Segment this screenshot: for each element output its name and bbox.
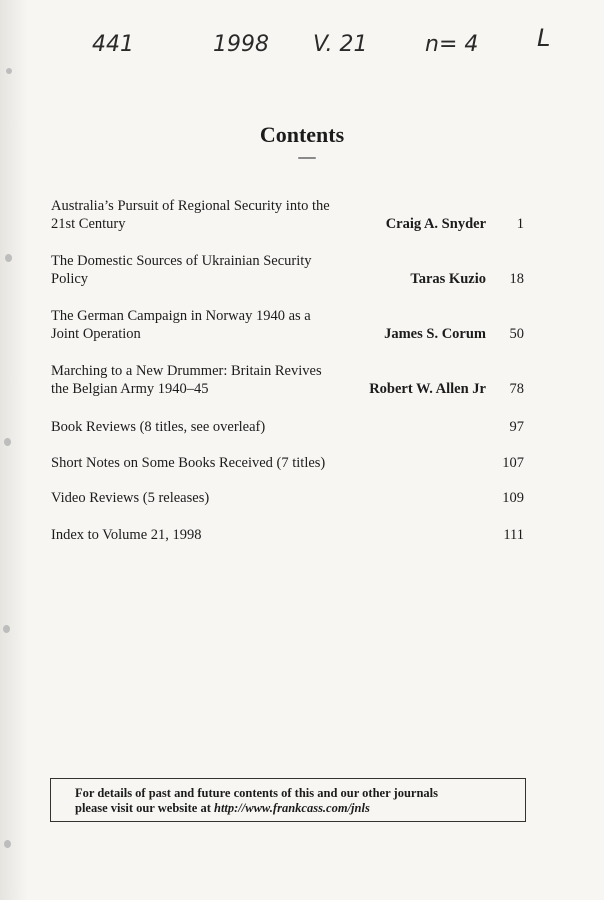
scan-smudge xyxy=(4,840,11,848)
annotation-year: 1998 xyxy=(213,32,269,57)
notice-line xyxy=(75,801,525,816)
toc-entry-title: Book Reviews (8 titles, see overleaf) xyxy=(51,419,266,435)
toc-entry[interactable] xyxy=(51,307,524,343)
table-of-contents xyxy=(51,197,524,544)
toc-entry[interactable] xyxy=(51,454,524,472)
toc-entry-title: Australia’s Pursuit of Regional Security into the 21st Century xyxy=(51,198,330,232)
notice-prefix: please visit our website at xyxy=(75,801,214,815)
toc-entry[interactable] xyxy=(51,362,524,398)
page-title: Contents xyxy=(259,122,345,147)
toc-entry-title: The German Campaign in Norway 1940 as a Joint Operation xyxy=(51,308,311,342)
toc-entry[interactable] xyxy=(51,418,524,436)
toc-entry-title: Video Reviews (5 releases) xyxy=(51,490,210,506)
toc-entry-author: Craig A. Snyder xyxy=(385,216,486,232)
website-notice-box xyxy=(50,778,526,822)
toc-entry-author: James S. Corum xyxy=(384,326,486,342)
toc-entry-page: 78 xyxy=(509,381,524,397)
scan-smudge xyxy=(5,254,12,262)
toc-entry-title: The Domestic Sources of Ukrainian Security Policy xyxy=(51,253,312,287)
toc-entry-title: Short Notes on Some Books Received (7 titles) xyxy=(51,455,326,471)
annotation-issue: n= 4 xyxy=(425,32,479,57)
toc-entry-author: Robert W. Allen Jr xyxy=(369,381,486,397)
toc-entry-page: 50 xyxy=(509,326,524,342)
title-ornament xyxy=(298,157,316,159)
website-link[interactable]: http://www.frankcass.com/jnls xyxy=(214,801,370,815)
scan-smudge xyxy=(3,625,10,633)
annotation-volume: V. 21 xyxy=(313,32,368,57)
handwritten-annotation xyxy=(0,22,604,62)
toc-entry[interactable] xyxy=(51,252,524,288)
toc-entry[interactable] xyxy=(51,489,524,507)
toc-entry[interactable] xyxy=(51,526,524,544)
call-number: 441 xyxy=(92,32,134,57)
toc-entry-author: Taras Kuzio xyxy=(410,271,486,287)
toc-entry-page: 109 xyxy=(502,490,524,506)
toc-entry-page: 107 xyxy=(502,455,524,471)
toc-entry-page: 97 xyxy=(509,419,524,435)
toc-entry-page: 1 xyxy=(516,216,524,232)
scan-smudge xyxy=(4,438,11,446)
toc-entry-title: Marching to a New Drummer: Britain Revives the Belgian Army 1940–45 xyxy=(51,363,322,397)
toc-entry-page: 18 xyxy=(509,271,524,287)
toc-entry[interactable] xyxy=(51,197,524,233)
annotation-mark: L xyxy=(537,24,551,52)
notice-line: For details of past and future contents of this and our other journals xyxy=(75,786,438,800)
toc-entry-page: 111 xyxy=(503,527,524,543)
toc-entry-title: Index to Volume 21, 1998 xyxy=(51,527,202,543)
scan-smudge xyxy=(6,68,12,74)
